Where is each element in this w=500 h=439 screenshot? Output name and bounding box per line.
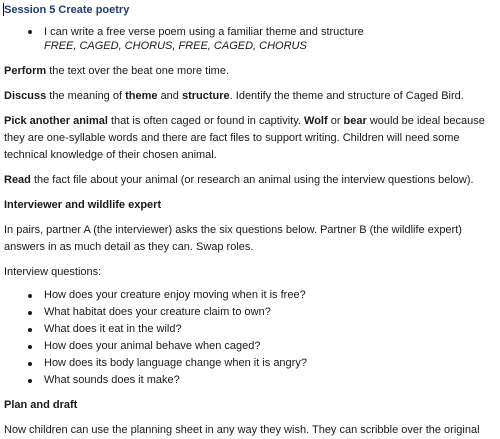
- list-item: How does your animal behave when caged?: [4, 338, 500, 355]
- pairs-paragraph: In pairs, partner A (the interviewer) asks the six questions below. Partner B (the wildlife expert) answers in as much detail as they can. Swap roles.: [4, 224, 462, 253]
- perform-paragraph: Perform the text over the beat one more time.: [4, 65, 230, 77]
- pick-animal-paragraph: Pick another animal that is often caged or found in captivity. Wolf or bear would be ideal because they are one-syllable words and there are fact files to support writing. Children will need some technical knowledge of their chosen animal.: [4, 115, 485, 161]
- interview-questions-list: [4, 287, 500, 389]
- list-item: How does its body language change when it is angry?: [4, 355, 500, 372]
- plan-heading: Plan and draft: [4, 399, 78, 411]
- list-item: What habitat does your creature claim to own?: [4, 304, 500, 321]
- interviewer-heading: Interviewer and wildlife expert: [4, 199, 162, 211]
- list-item: How does your creature enjoy moving when it is free?: [4, 287, 500, 304]
- plan-paragraph: Now children can use the planning sheet in any way they wish. They can scribble over the original: [4, 424, 480, 436]
- session-heading: Session 5 Create poetry: [4, 4, 130, 16]
- list-item: What does it eat in the wild?: [4, 321, 500, 338]
- questions-label: Interview questions:: [4, 266, 102, 278]
- discuss-paragraph: Discuss the meaning of theme and structure. Identify the theme and structure of Caged Bird.: [4, 90, 464, 102]
- objective-list: [4, 25, 500, 39]
- text-cursor: [3, 3, 4, 16]
- list-item: What sounds does it make?: [4, 372, 500, 389]
- poem-structure: FREE, CAGED, CHORUS, FREE, CAGED, CHORUS: [44, 40, 307, 52]
- read-paragraph: Read the fact file about your animal (or research an animal using the interview questions below).: [4, 174, 474, 186]
- objective-item: I can write a free verse poem using a familiar theme and structure: [4, 25, 500, 39]
